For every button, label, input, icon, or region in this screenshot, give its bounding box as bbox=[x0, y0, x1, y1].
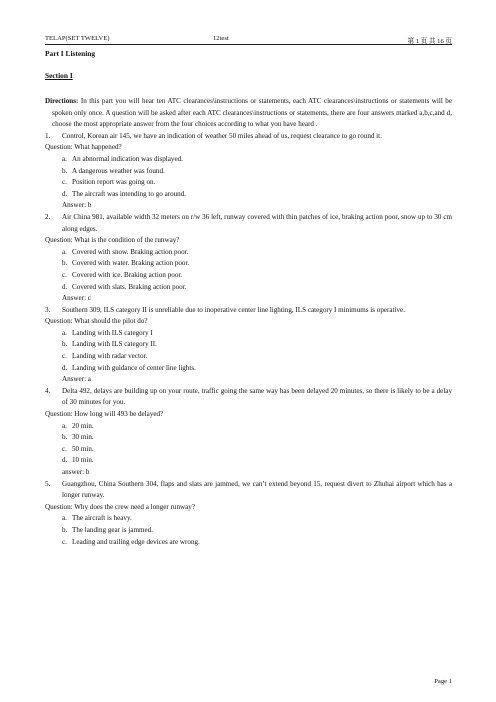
question-number: 4. bbox=[45, 386, 51, 395]
header-right: 第 1 页 共 16 页 bbox=[407, 38, 452, 45]
option-letter: a. bbox=[62, 247, 67, 256]
option-text: Leading and trailing edge devices are wrong. bbox=[72, 537, 200, 546]
question-block bbox=[45, 212, 452, 305]
question-prompt: Question: How long will 493 be delayed? bbox=[45, 410, 164, 419]
option-text: The aircraft was intending to go around. bbox=[72, 189, 187, 198]
option-letter: a. bbox=[62, 328, 67, 337]
option-text: Landing with radar vector. bbox=[72, 352, 148, 361]
option-text: Covered with slats. Braking action poor. bbox=[72, 282, 187, 291]
option-text: Position report was going on. bbox=[72, 178, 156, 187]
directions-text: In this part you will hear ten ATC clearances\instructions or statements, each ATC clearances\instructions or statements will be spoken only once. A question will be asked after each ATC clearances\instructions or statements, there are four answers marked a,b,c,and d, choose the most appropriate answer from the four choices according to what you have heard . bbox=[52, 97, 452, 129]
option-letter: c. bbox=[62, 352, 67, 361]
option-letter: b. bbox=[62, 433, 68, 442]
option-letter: a. bbox=[62, 421, 67, 430]
answer-option bbox=[45, 432, 452, 444]
question-prompt: Question: What happened? bbox=[45, 143, 122, 152]
question-prompt: Question: What is the condition of the runway? bbox=[45, 236, 180, 245]
question-block bbox=[45, 305, 452, 386]
answer-option bbox=[45, 166, 452, 178]
option-text: Covered with snow. Braking action poor. bbox=[72, 247, 189, 256]
question-number: 3. bbox=[45, 305, 51, 314]
question-prompt: Question: What should the pilot do? bbox=[45, 317, 148, 326]
option-letter: c. bbox=[62, 444, 67, 453]
option-letter: b. bbox=[62, 525, 68, 534]
question-prompt: Question: Why does the crew need a longer runway? bbox=[45, 502, 195, 511]
part-title: Part I Listening bbox=[45, 49, 96, 58]
statement-text: Control, Korean air 145, we have an indication of weather 50 miles ahead of us, request clearance to go round it. bbox=[62, 131, 382, 140]
answer-option bbox=[45, 421, 452, 433]
answer-option bbox=[45, 258, 452, 270]
section-title: Section I bbox=[45, 71, 73, 80]
statement-text: Air China 981, available width 32 meters on r/w 36 left, runway covered with thin patches of ice, braking action poor, snow up to 30 cm along edges. bbox=[62, 212, 452, 233]
question-statement bbox=[45, 305, 452, 317]
answer-option bbox=[45, 351, 452, 363]
answer-option bbox=[45, 328, 452, 340]
question-statement bbox=[45, 479, 452, 502]
option-letter: a. bbox=[62, 514, 67, 523]
question-number: 2. bbox=[45, 212, 51, 221]
option-letter: c. bbox=[62, 178, 67, 187]
option-text: The aircraft is heavy. bbox=[72, 514, 132, 523]
option-text: 50 min. bbox=[72, 444, 94, 453]
question-statement bbox=[45, 212, 452, 235]
option-letter: b. bbox=[62, 166, 68, 175]
option-text: A dangerous weather was found. bbox=[72, 166, 165, 175]
option-text: Covered with water. Braking action poor. bbox=[72, 259, 190, 268]
directions-label: Directions: bbox=[45, 97, 79, 105]
question-block bbox=[45, 479, 452, 549]
option-letter: d. bbox=[62, 456, 68, 465]
answer-option bbox=[45, 247, 452, 259]
answer-option bbox=[45, 189, 452, 201]
answer-option bbox=[45, 177, 452, 189]
option-text: 10 min. bbox=[72, 456, 94, 465]
option-text: 20 min. bbox=[72, 421, 94, 430]
directions bbox=[45, 96, 452, 131]
option-letter: d. bbox=[62, 363, 68, 372]
option-text: 30 min. bbox=[72, 433, 94, 442]
option-text: Landing with guidance of center line lights. bbox=[72, 363, 196, 372]
answer-option bbox=[45, 513, 452, 525]
answer-option bbox=[45, 282, 452, 294]
option-letter: d. bbox=[62, 282, 68, 291]
answer-option bbox=[45, 339, 452, 351]
option-text: An abnormal indication was displayed. bbox=[72, 154, 183, 163]
option-letter: b. bbox=[62, 340, 68, 349]
statement-text: Southern 309, ILS category II is unreliable due to inoperative center line lighting, ILS category I minimums is operative. bbox=[62, 305, 405, 314]
answer-key: Answer: a bbox=[62, 375, 91, 384]
statement-text: Guangzhou, China Southern 304, flaps and slats are jammed, we can’t extend beyond 15, request divert to Zhuhai airport which has a longer runway. bbox=[62, 479, 452, 500]
option-letter: b. bbox=[62, 259, 68, 268]
question-number: 1. bbox=[45, 131, 51, 140]
question-statement bbox=[45, 386, 452, 409]
statement-text: Delta 492, delays are building up on your route, traffic going the same way has been delayed 20 minutes, so there is likely to be a delay of 30 minutes for you. bbox=[62, 386, 452, 407]
option-letter: c. bbox=[62, 270, 67, 279]
question-list bbox=[45, 131, 452, 548]
option-letter: d. bbox=[62, 189, 68, 198]
question-statement bbox=[45, 131, 452, 143]
option-text: Landing with ILS category I bbox=[72, 328, 153, 337]
question-number: 5. bbox=[45, 479, 51, 488]
question-block bbox=[45, 386, 452, 479]
option-letter: a. bbox=[62, 154, 67, 163]
option-text: Landing with ILS category II. bbox=[72, 340, 157, 349]
document-body bbox=[45, 96, 452, 548]
answer-option bbox=[45, 270, 452, 282]
answer-option bbox=[45, 444, 452, 456]
page-footer: Page 1 bbox=[434, 678, 452, 685]
answer-key: answer: b bbox=[62, 468, 90, 476]
answer-option bbox=[45, 455, 452, 467]
answer-option bbox=[45, 537, 452, 549]
answer-key: Answer: b bbox=[62, 201, 92, 210]
option-text: The landing gear is jammed. bbox=[72, 525, 153, 534]
header-center: 12test bbox=[213, 35, 229, 42]
answer-option bbox=[45, 154, 452, 166]
option-letter: c. bbox=[62, 537, 67, 546]
page-header bbox=[45, 34, 452, 45]
answer-option bbox=[45, 525, 452, 537]
answer-option bbox=[45, 363, 452, 375]
header-left: TELAP(SET TWELVE) bbox=[45, 35, 110, 42]
question-block bbox=[45, 131, 452, 212]
answer-key: Answer: c bbox=[62, 294, 91, 303]
option-text: Covered with ice. Braking action poor. bbox=[72, 270, 183, 279]
